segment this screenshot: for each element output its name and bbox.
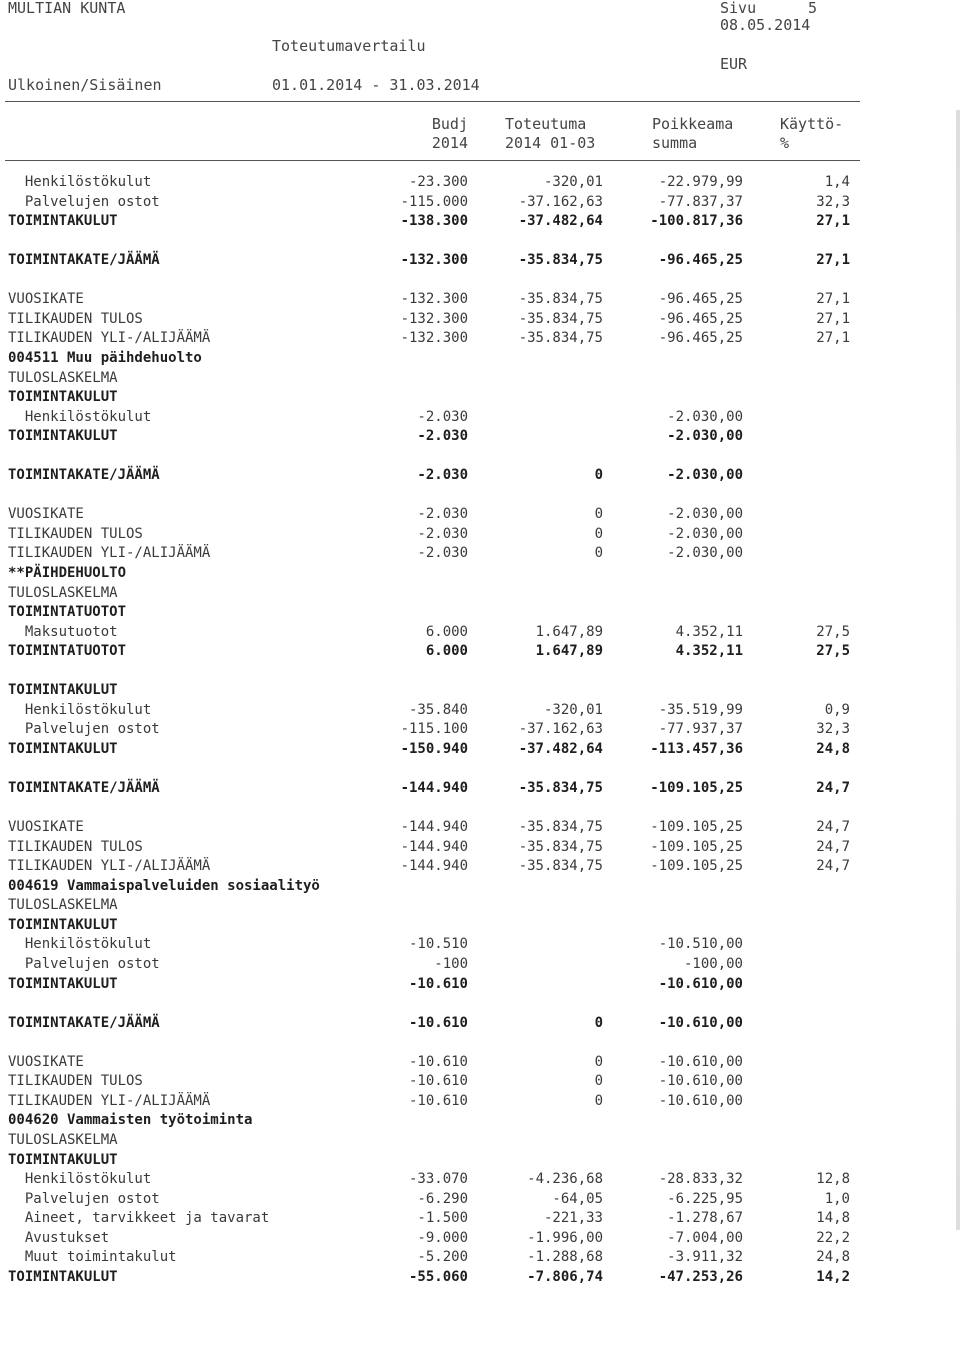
cell-actual: -7.806,74 [527, 1268, 603, 1285]
cell-variance: -77.837,37 [658, 193, 743, 210]
cell-actual: -35.834,75 [518, 838, 603, 855]
table-row [0, 1269, 960, 1285]
table-row [0, 506, 960, 522]
row-label: Henkilöstökulut [8, 936, 152, 953]
row-label: VUOSIKATE [8, 291, 84, 308]
row-label: Henkilöstökulut [8, 174, 152, 190]
table-row [0, 956, 960, 972]
cell-actual: 0 [594, 1073, 603, 1090]
cell-variance: -10.610,00 [658, 975, 743, 992]
cell-variance: -28.833,32 [658, 1171, 743, 1188]
cell-budget: -115.000 [400, 193, 468, 210]
cell-variance: -109.105,25 [650, 858, 743, 875]
cell-variance: -10.610,00 [658, 1092, 743, 1109]
cell-budget: -2.030 [417, 545, 468, 562]
cell-usage-percent: 27,1 [816, 310, 850, 327]
table-row [0, 467, 960, 483]
table-row [0, 291, 960, 307]
page-number: 5 [808, 0, 818, 17]
table-row [0, 526, 960, 542]
cell-budget: -10.510 [408, 936, 468, 953]
table-row [0, 585, 960, 601]
row-label: Palvelujen ostot [8, 956, 160, 972]
table-row [0, 1230, 960, 1246]
cell-variance: -109.105,25 [650, 819, 743, 836]
cell-usage-percent: 14,2 [816, 1268, 850, 1285]
cell-actual: -35.834,75 [518, 330, 603, 347]
table-row [0, 897, 960, 913]
col-poikkeama-heading: Poikkeama [652, 115, 734, 133]
table-row [0, 624, 960, 640]
cell-budget: -2.030 [417, 408, 468, 425]
table-row [0, 1054, 960, 1070]
cell-variance: -10.610,00 [658, 1053, 743, 1070]
cell-budget: -10.610 [408, 1092, 468, 1109]
table-row [0, 252, 960, 268]
row-label: TILIKAUDEN TULOS [8, 838, 143, 855]
table-row [0, 1191, 960, 1207]
header-divider [5, 101, 860, 102]
cell-actual: -64,05 [552, 1190, 603, 1207]
row-label: Palvelujen ostot [8, 1190, 160, 1207]
table-row [0, 370, 960, 386]
scan-edge [956, 110, 960, 1230]
cell-actual: -35.834,75 [518, 310, 603, 327]
row-label: TOIMINTAKULUT [8, 213, 118, 230]
table-row [0, 858, 960, 874]
table-row [0, 995, 960, 1011]
row-label: TILIKAUDEN YLI-/ALIJÄÄMÄ [8, 545, 211, 562]
cell-actual: -35.834,75 [518, 291, 603, 308]
table-row [0, 409, 960, 425]
cell-budget: -10.610 [408, 1053, 468, 1070]
cell-actual: 0 [594, 467, 603, 484]
col-toteutuma-heading: Toteutuma [505, 115, 587, 133]
table-row [0, 604, 960, 620]
cell-budget: -55.060 [408, 1268, 468, 1285]
cell-usage-percent: 27,1 [816, 291, 850, 308]
table-row [0, 545, 960, 561]
table-row [0, 800, 960, 816]
cell-variance: -2.030,00 [667, 506, 743, 523]
cell-actual: 0 [594, 506, 603, 523]
organization-name: MULTIAN KUNTA [8, 0, 126, 17]
cell-usage-percent: 27,1 [816, 213, 850, 230]
table-row [0, 682, 960, 698]
cell-usage-percent: 22,2 [816, 1229, 850, 1246]
row-label: TILIKAUDEN TULOS [8, 1073, 143, 1090]
cell-variance: -77.937,37 [658, 721, 743, 738]
table-row [0, 663, 960, 679]
cell-budget: -10.610 [408, 1014, 468, 1031]
row-label: Aineet, tarvikkeet ja tavarat [8, 1210, 270, 1227]
table-row [0, 1112, 960, 1128]
row-label: TULOSLASKELMA [8, 369, 118, 386]
cell-budget: -144.940 [400, 858, 468, 875]
table-row [0, 311, 960, 327]
cell-actual: -37.482,64 [518, 213, 603, 230]
cell-usage-percent: 24,7 [816, 838, 850, 855]
table-row [0, 1171, 960, 1187]
cell-usage-percent: 27,5 [816, 623, 850, 640]
table-row [0, 565, 960, 581]
cell-variance: -109.105,25 [650, 838, 743, 855]
table-row [0, 1073, 960, 1089]
cell-usage-percent: 12,8 [816, 1171, 850, 1188]
cell-budget: -132.300 [400, 252, 468, 269]
page-label: Sivu [720, 0, 757, 17]
cell-actual: -320,01 [543, 174, 603, 190]
table-row [0, 761, 960, 777]
row-label: TILIKAUDEN YLI-/ALIJÄÄMÄ [8, 330, 211, 347]
row-label: 004511 Muu päihdehuolto [8, 349, 202, 366]
table-row [0, 839, 960, 855]
cell-budget: -144.940 [400, 780, 468, 797]
table-row [0, 1034, 960, 1050]
cell-variance: -2.030,00 [667, 467, 743, 484]
cell-actual: -35.834,75 [518, 858, 603, 875]
cell-actual: 0 [594, 1053, 603, 1070]
row-label: TOIMINTAKATE/JÄÄMÄ [8, 780, 160, 797]
row-label: TOIMINTAKATE/JÄÄMÄ [8, 252, 160, 269]
cell-actual: -1.996,00 [527, 1229, 603, 1246]
cell-actual: -37.162,63 [518, 193, 603, 210]
cell-budget: -150.940 [400, 740, 468, 757]
cell-actual: -35.834,75 [518, 252, 603, 269]
table-row [0, 487, 960, 503]
cell-actual: -37.482,64 [518, 740, 603, 757]
col-budj-year: 2014 [431, 134, 468, 152]
cell-usage-percent: 32,3 [816, 721, 850, 738]
cell-budget: -35.840 [408, 701, 468, 718]
cell-variance: -2.030,00 [667, 408, 743, 425]
row-label: TULOSLASKELMA [8, 1131, 118, 1148]
table-row [0, 741, 960, 757]
cell-variance: -113.457,36 [650, 740, 743, 757]
col-poikkeama-sub: summa [652, 134, 698, 152]
cell-variance: -2.030,00 [667, 545, 743, 562]
cell-actual: 1.647,89 [535, 643, 603, 660]
table-row [0, 878, 960, 894]
cell-budget: -33.070 [408, 1171, 468, 1188]
cell-variance: -96.465,25 [658, 291, 743, 308]
row-label: TILIKAUDEN YLI-/ALIJÄÄMÄ [8, 858, 211, 875]
cell-variance: -2.030,00 [667, 525, 743, 542]
cell-budget: -10.610 [408, 1073, 468, 1090]
col-toteutuma-period: 2014 01-03 [505, 134, 596, 152]
row-label: Palvelujen ostot [8, 721, 160, 738]
row-label: TOIMINTAKULUT [8, 975, 118, 992]
row-label: TILIKAUDEN TULOS [8, 310, 143, 327]
row-label: VUOSIKATE [8, 506, 84, 523]
cell-usage-percent: 27,5 [816, 643, 850, 660]
cell-variance: -2.030,00 [667, 428, 743, 445]
table-row [0, 1210, 960, 1226]
cell-usage-percent: 24,7 [816, 819, 850, 836]
column-header-divider [5, 160, 860, 161]
row-label: TOIMINTAKULUT [8, 1268, 118, 1285]
cell-budget: -132.300 [400, 291, 468, 308]
cell-variance: -96.465,25 [658, 330, 743, 347]
period-label: 01.01.2014 - 31.03.2014 [272, 76, 480, 94]
cell-budget: -132.300 [400, 310, 468, 327]
cell-actual: -35.834,75 [518, 780, 603, 797]
cell-usage-percent: 27,1 [816, 252, 850, 269]
row-label: Avustukset [8, 1229, 110, 1246]
cell-variance: -10.610,00 [658, 1073, 743, 1090]
cell-variance: -10.510,00 [658, 936, 743, 953]
cell-budget: -23.300 [408, 174, 468, 190]
row-label: VUOSIKATE [8, 819, 84, 836]
cell-variance: -47.253,26 [658, 1268, 743, 1285]
cell-budget: -10.610 [408, 975, 468, 992]
cell-budget: -2.030 [417, 525, 468, 542]
cell-budget: -144.940 [400, 819, 468, 836]
cell-variance: -10.610,00 [658, 1014, 743, 1031]
cell-variance: -100,00 [683, 956, 743, 972]
row-label: TOIMINTAKULUT [8, 428, 118, 445]
table-row [0, 389, 960, 405]
cell-usage-percent: 1,0 [824, 1190, 850, 1207]
row-label: TULOSLASKELMA [8, 897, 118, 914]
cell-variance: -1.278,67 [667, 1210, 743, 1227]
row-label: TOIMINTAKATE/JÄÄMÄ [8, 467, 160, 484]
row-label: Muut toimintakulut [8, 1249, 177, 1266]
cell-variance: -22.979,99 [658, 174, 743, 190]
row-label: TOIMINTAKULUT [8, 916, 118, 933]
cell-actual: -320,01 [543, 701, 603, 718]
table-row [0, 1152, 960, 1168]
row-label: Henkilöstökulut [8, 1171, 152, 1188]
cell-budget: -144.940 [400, 838, 468, 855]
table-row [0, 350, 960, 366]
row-label: TILIKAUDEN YLI-/ALIJÄÄMÄ [8, 1092, 211, 1109]
table-row [0, 428, 960, 444]
cell-budget: -100 [434, 956, 468, 972]
table-row [0, 233, 960, 249]
cell-usage-percent: 24,7 [816, 780, 850, 797]
cell-actual: -1.288,68 [527, 1249, 603, 1266]
row-label: Maksutuotot [8, 623, 118, 640]
cell-actual: 0 [594, 1092, 603, 1109]
table-row [0, 976, 960, 992]
col-budj-heading: Budj [431, 115, 468, 133]
cell-budget: -2.030 [417, 467, 468, 484]
row-label: TOIMINTAKATE/JÄÄMÄ [8, 1014, 160, 1031]
table-row [0, 643, 960, 659]
cell-actual: -221,33 [543, 1210, 603, 1227]
cell-variance: -100.817,36 [650, 213, 743, 230]
table-row [0, 213, 960, 229]
cell-usage-percent: 27,1 [816, 330, 850, 347]
report-title: Toteutumavertailu [272, 37, 426, 55]
row-label: 004619 Vammaispalveluiden sosiaalityö [8, 877, 320, 894]
row-label: TOIMINTAKULUT [8, 1151, 118, 1168]
table-row [0, 780, 960, 796]
currency-label: EUR [720, 55, 748, 73]
cell-usage-percent: 0,9 [824, 701, 850, 718]
cell-actual: -35.834,75 [518, 819, 603, 836]
cell-budget: -6.290 [417, 1190, 468, 1207]
cell-variance: -109.105,25 [650, 780, 743, 797]
cell-usage-percent: 24,8 [816, 1249, 850, 1266]
table-row [0, 1015, 960, 1031]
scope-label: Ulkoinen/Sisäinen [8, 76, 162, 94]
cell-budget: -9.000 [417, 1229, 468, 1246]
cell-actual: -37.162,63 [518, 721, 603, 738]
cell-budget: -115.100 [400, 721, 468, 738]
row-label: TOIMINTAKULUT [8, 740, 118, 757]
cell-usage-percent: 1,4 [824, 174, 850, 190]
cell-budget: -2.030 [417, 506, 468, 523]
cell-variance: 4.352,11 [675, 623, 743, 640]
cell-budget: -1.500 [417, 1210, 468, 1227]
cell-budget: -2.030 [417, 428, 468, 445]
cell-usage-percent: 24,8 [816, 740, 850, 757]
cell-actual: 0 [594, 545, 603, 562]
row-label: TOIMINTAKULUT [8, 389, 118, 406]
cell-actual: 0 [594, 525, 603, 542]
table-row [0, 1132, 960, 1148]
row-label: Henkilöstökulut [8, 408, 152, 425]
col-kaytto-percent: % [780, 134, 790, 152]
cell-actual: 1.647,89 [535, 623, 603, 640]
table-row [0, 174, 960, 190]
cell-actual: 0 [594, 1014, 603, 1031]
cell-budget: 6.000 [425, 643, 468, 660]
cell-usage-percent: 32,3 [816, 193, 850, 210]
cell-actual: -4.236,68 [527, 1171, 603, 1188]
row-label: VUOSIKATE [8, 1053, 84, 1070]
cell-variance: -6.225,95 [667, 1190, 743, 1207]
cell-usage-percent: 14,8 [816, 1210, 850, 1227]
table-row [0, 936, 960, 952]
report-date: 08.05.2014 [720, 16, 811, 34]
cell-budget: -5.200 [417, 1249, 468, 1266]
table-row [0, 1093, 960, 1109]
cell-variance: -35.519,99 [658, 701, 743, 718]
row-label: TOIMINTAKULUT [8, 682, 118, 699]
table-row [0, 448, 960, 464]
cell-budget: -132.300 [400, 330, 468, 347]
row-label: **PÄIHDEHUOLTO [8, 565, 127, 581]
row-label: TILIKAUDEN TULOS [8, 525, 143, 542]
cell-variance: -3.911,32 [667, 1249, 743, 1266]
table-row [0, 1249, 960, 1265]
table-row [0, 721, 960, 737]
cell-usage-percent: 24,7 [816, 858, 850, 875]
table-row [0, 917, 960, 933]
col-kaytto-heading: Käyttö- [780, 115, 844, 133]
table-row [0, 819, 960, 835]
cell-variance: -96.465,25 [658, 310, 743, 327]
table-row [0, 272, 960, 288]
cell-variance: -96.465,25 [658, 252, 743, 269]
cell-variance: 4.352,11 [675, 643, 743, 660]
row-label: 004620 Vammaisten työtoiminta [8, 1112, 253, 1129]
row-label: Palvelujen ostot [8, 193, 160, 210]
table-row [0, 330, 960, 346]
table-row [0, 194, 960, 210]
row-label: TOIMINTATUOTOT [8, 604, 127, 621]
table-row [0, 702, 960, 718]
cell-budget: -138.300 [400, 213, 468, 230]
row-label: TULOSLASKELMA [8, 584, 118, 601]
row-label: Henkilöstökulut [8, 701, 152, 718]
cell-budget: 6.000 [425, 623, 468, 640]
cell-variance: -7.004,00 [667, 1229, 743, 1246]
row-label: TOIMINTATUOTOT [8, 643, 127, 660]
